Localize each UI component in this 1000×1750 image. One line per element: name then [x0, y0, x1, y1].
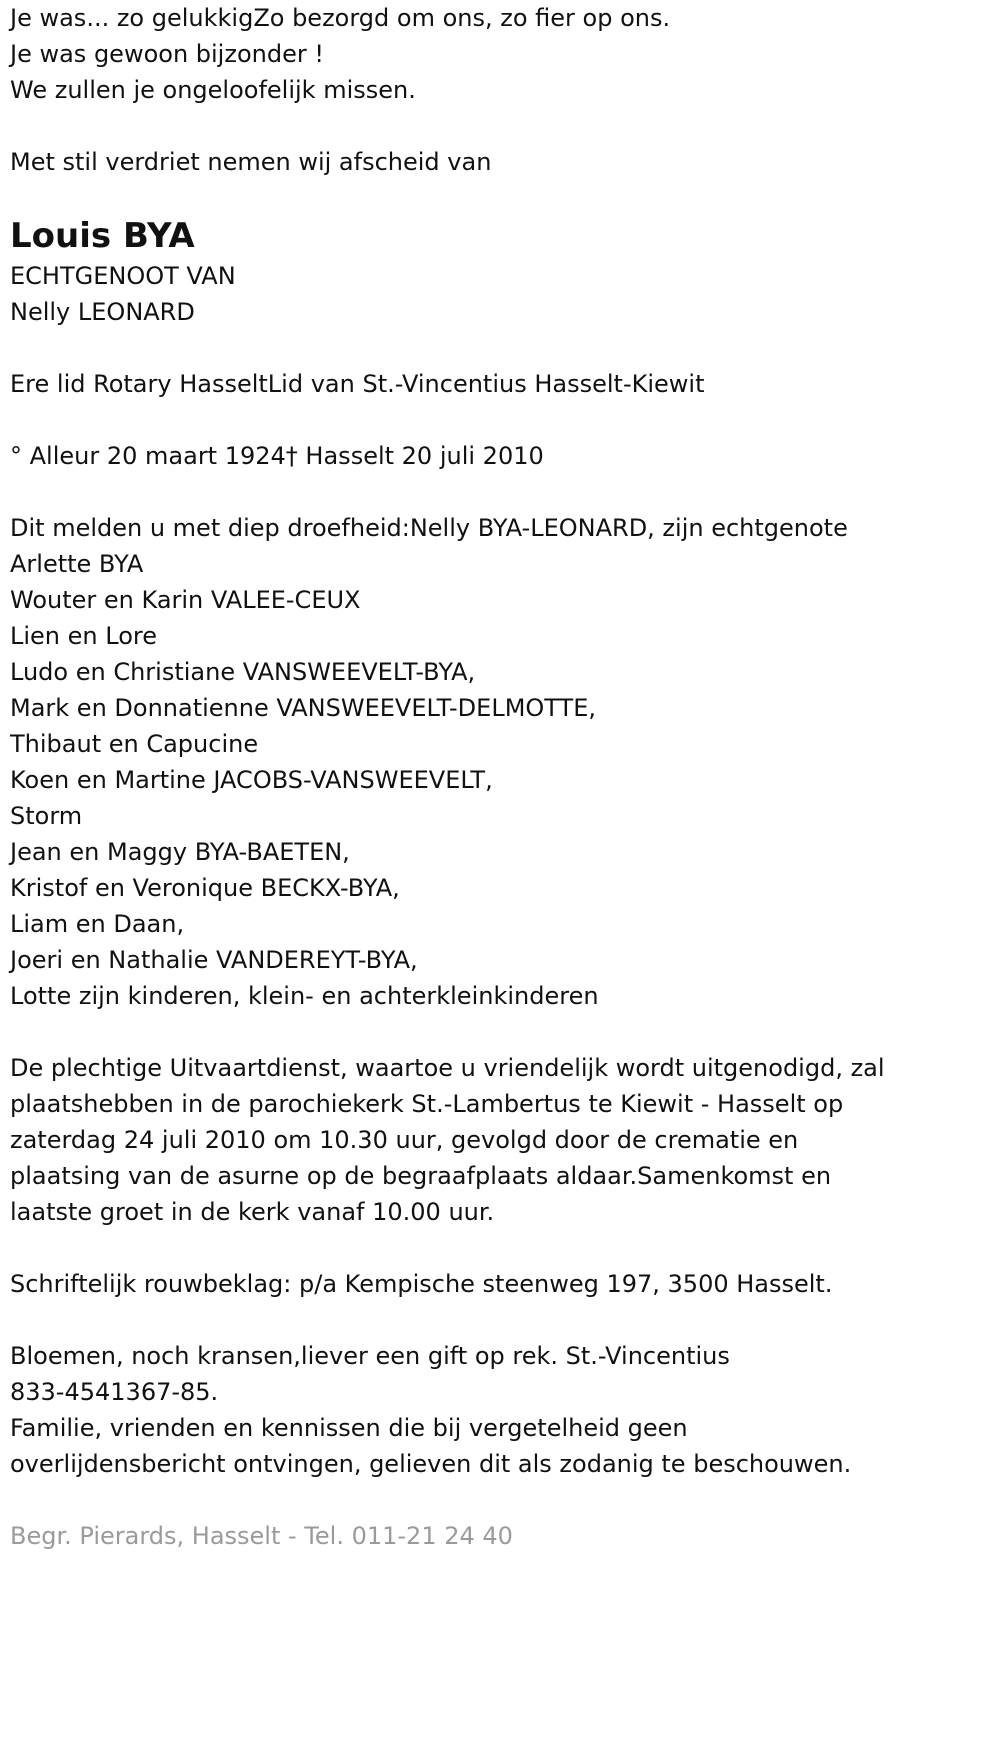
intro-text: Met stil verdriet nemen wij afscheid van: [10, 148, 492, 176]
mourner-line: Liam en Daan,: [10, 910, 185, 938]
note-line: 833-4541367-85.: [10, 1378, 219, 1406]
relation-text: ECHTGENOOT VAN: [10, 262, 236, 290]
mourner-line: Thibaut en Capucine: [10, 730, 259, 758]
service-line: zaterdag 24 juli 2010 om 10.30 uur, gevolgd door de crematie en: [10, 1126, 799, 1154]
additional-notes: [10, 1338, 990, 1482]
note-line: Bloemen, noch kransen,liever een gift op rek. St.-Vincentius: [10, 1342, 730, 1370]
mourners-list: [10, 510, 990, 1014]
funeral-service-details: [10, 1050, 990, 1230]
opening-verse: [10, 0, 990, 108]
service-line: laatste groet in de kerk vanaf 10.00 uur.: [10, 1198, 495, 1226]
mourner-line: Storm: [10, 802, 83, 830]
verse-line: Je was... zo gelukkigZo bezorgd om ons, zo fier op ons.: [10, 4, 671, 32]
mourner-line: Kristof en Veronique BECKX-BYA,: [10, 874, 400, 902]
service-line: plaatsing van de asurne op de begraafplaats aldaar.Samenkomst en: [10, 1162, 832, 1190]
memberships-text: Ere lid Rotary HasseltLid van St.-Vincentius Hasselt-Kiewit: [10, 370, 705, 398]
condolence-address: Schriftelijk rouwbeklag: p/a Kempische steenweg 197, 3500 Hasselt.: [10, 1270, 833, 1298]
service-line: De plechtige Uitvaartdienst, waartoe u vriendelijk wordt uitgenodigd, zal: [10, 1054, 885, 1082]
deceased-name: Louis BYA: [10, 216, 195, 256]
mourner-line: Wouter en Karin VALEE-CEUX: [10, 586, 361, 614]
verse-line: Je was gewoon bijzonder !: [10, 40, 324, 68]
verse-line: We zullen je ongeloofelijk missen.: [10, 76, 416, 104]
note-line: overlijdensbericht ontvingen, gelieven dit als zodanig te beschouwen.: [10, 1450, 852, 1478]
mourner-line: Lien en Lore: [10, 622, 157, 650]
mourner-line: Koen en Martine JACOBS-VANSWEEVELT,: [10, 766, 493, 794]
mourner-line: Joeri en Nathalie VANDEREYT-BYA,: [10, 946, 418, 974]
obituary-notice: [10, 0, 990, 1554]
funeral-director-footer: Begr. Pierards, Hasselt - Tel. 011-21 24 40: [10, 1522, 513, 1550]
mourner-line: Ludo en Christiane VANSWEEVELT-BYA,: [10, 658, 476, 686]
service-line: plaatshebben in de parochiekerk St.-Lambertus te Kiewit - Hasselt op: [10, 1090, 844, 1118]
mourner-line: Arlette BYA: [10, 550, 144, 578]
spouse-name: Nelly LEONARD: [10, 298, 195, 326]
mourner-line: Dit melden u met diep droefheid:Nelly BYA-LEONARD, zijn echtgenote: [10, 514, 848, 542]
mourner-line: Jean en Maggy BYA-BAETEN,: [10, 838, 350, 866]
mourner-line: Lotte zijn kinderen, klein- en achterkleinkinderen: [10, 982, 599, 1010]
birth-death-dates: ° Alleur 20 maart 1924† Hasselt 20 juli 2010: [10, 442, 544, 470]
mourner-line: Mark en Donnatienne VANSWEEVELT-DELMOTTE,: [10, 694, 596, 722]
note-line: Familie, vrienden en kennissen die bij vergetelheid geen: [10, 1414, 688, 1442]
